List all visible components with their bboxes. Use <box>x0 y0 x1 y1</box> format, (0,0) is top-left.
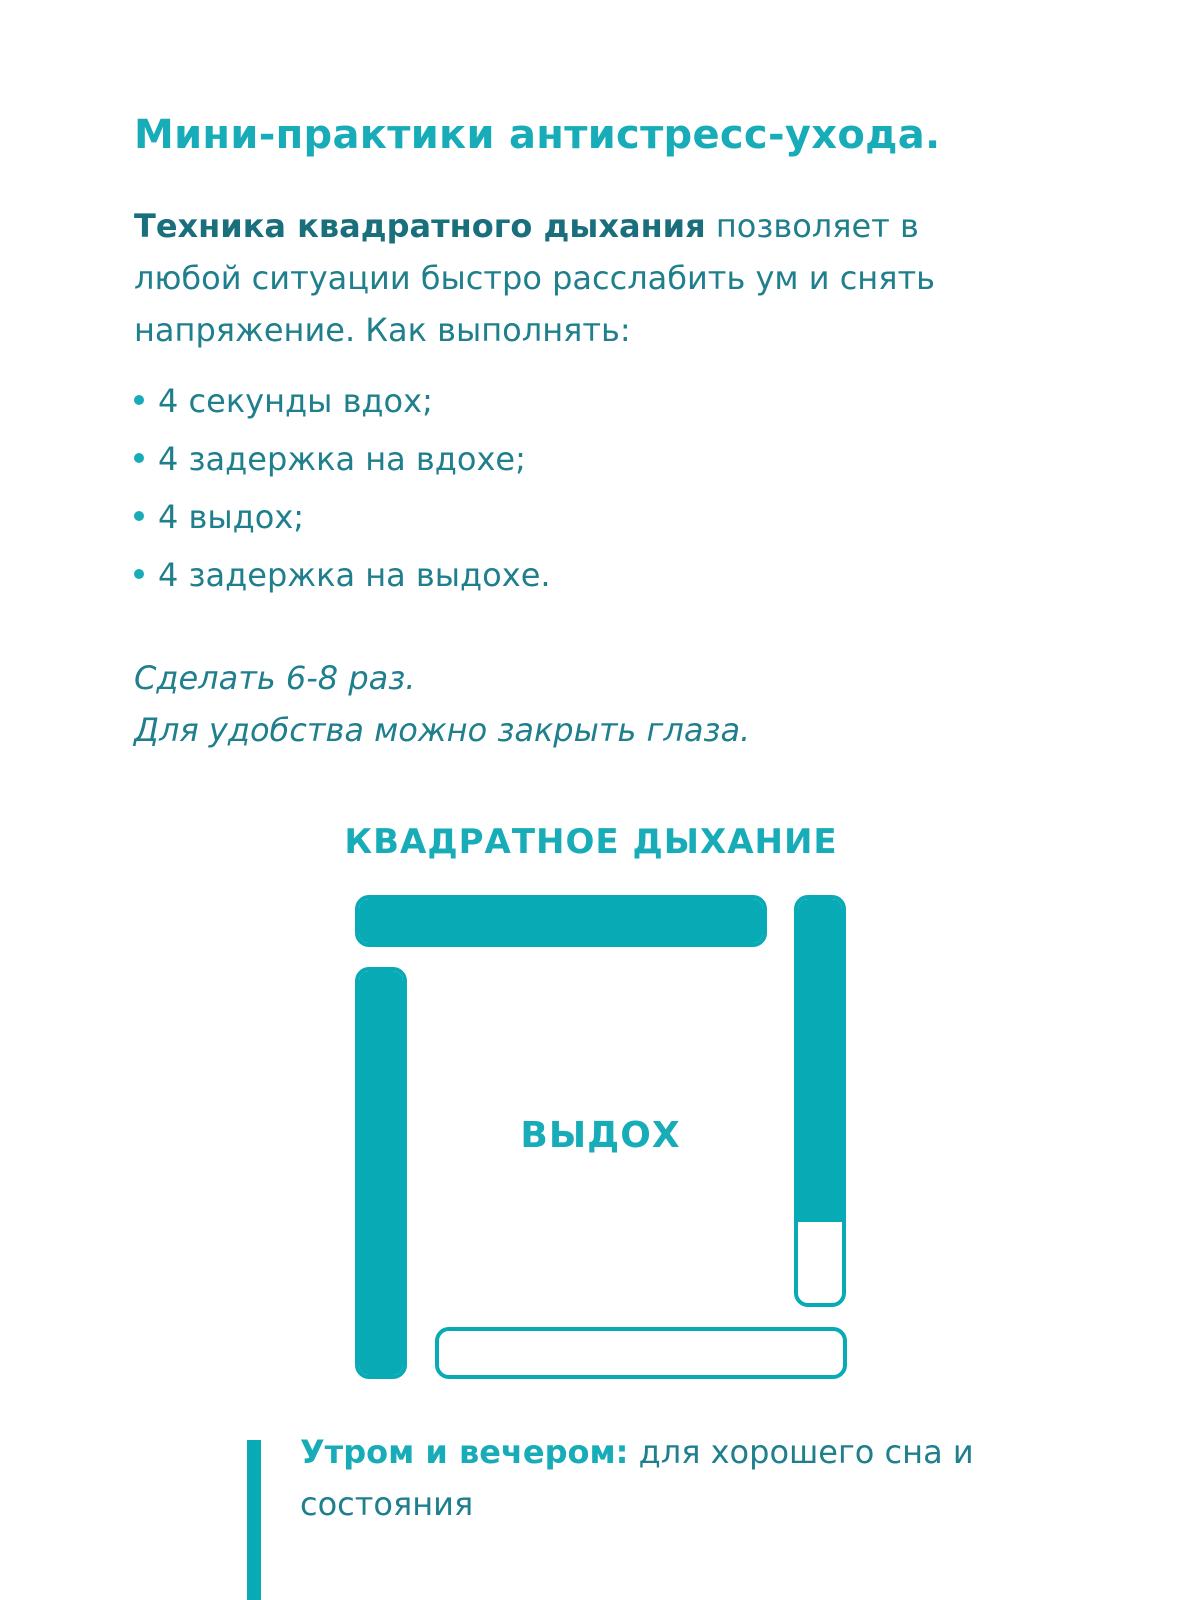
breath-bar-fill <box>359 971 403 1375</box>
tip-text: для хорошего сна и состояния <box>300 1433 974 1523</box>
step-text: 4 задержка на вдохе; <box>158 440 526 478</box>
list-item <box>134 546 551 604</box>
step-text: 4 секунды вдох; <box>158 382 433 420</box>
intro-bold-text: Техника квадратного дыхания <box>134 207 706 245</box>
current-phase-label: ВЫДОХ <box>520 1115 681 1156</box>
diagram-title: КВАДРАТНОЕ ДЫХАНИЕ <box>344 822 838 862</box>
list-item <box>134 430 551 488</box>
bullet-icon <box>134 395 144 405</box>
breath-bar-bottom <box>435 1327 847 1379</box>
step-text: 4 задержка на выдохе. <box>158 556 551 594</box>
bullet-icon <box>134 453 144 463</box>
breath-bar-fill <box>798 899 842 1222</box>
tip-paragraph <box>300 1426 1000 1530</box>
bullet-icon <box>134 569 144 579</box>
tip-bold-text: Утром и вечером: <box>300 1433 629 1471</box>
intro-paragraph <box>134 200 1034 356</box>
step-text: 4 выдох; <box>158 498 305 536</box>
intro-text: позволяет в любой ситуации быстро расслабить ум и снять напряжение. Как выполнять: <box>134 207 935 349</box>
breath-bar-left <box>355 967 407 1379</box>
page-title: Мини-практики антистресс-ухода. <box>134 112 941 158</box>
note <box>134 652 750 756</box>
list-item <box>134 488 551 546</box>
steps-list <box>134 372 551 604</box>
bullet-icon <box>134 511 144 521</box>
breath-bar-top <box>355 895 767 947</box>
list-item <box>134 372 551 430</box>
breath-bar-fill <box>359 899 763 943</box>
tip-accent-border <box>247 1440 261 1600</box>
note-line-1: Сделать 6-8 раз. <box>134 659 416 697</box>
note-line-2: Для удобства можно закрыть глаза. <box>134 711 751 749</box>
breath-bar-right <box>794 895 846 1307</box>
